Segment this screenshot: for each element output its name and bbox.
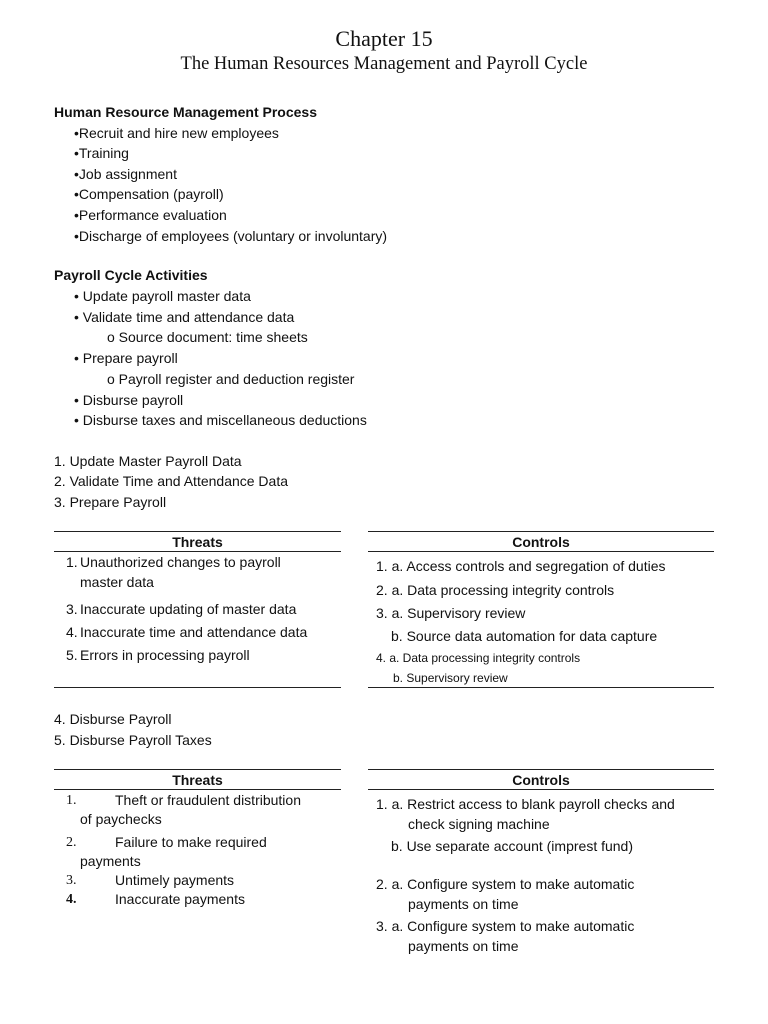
control-item: 4. a. Data processing integrity controls xyxy=(376,651,581,665)
control-item: b. Use separate account (imprest fund) xyxy=(391,838,634,854)
hrm-item: •Recruit and hire new employees xyxy=(74,125,279,141)
threat-text: Inaccurate payments xyxy=(115,891,245,907)
threat-text: Untimely payments xyxy=(115,872,235,888)
threat-number: 4. xyxy=(66,624,78,640)
threat-text: master data xyxy=(80,574,154,590)
control-item: check signing machine xyxy=(408,816,550,832)
step-item: 2. Validate Time and Attendance Data xyxy=(54,473,289,489)
threat-text: Inaccurate time and attendance data xyxy=(80,624,308,640)
threat-number: 3. xyxy=(66,873,77,888)
threat-number: 5. xyxy=(66,647,78,663)
control-item: 3. a. Supervisory review xyxy=(376,605,526,621)
table-rule xyxy=(368,687,714,688)
threat-text: Unauthorized changes to payroll xyxy=(80,554,281,570)
threat-number: 3. xyxy=(66,601,78,617)
hrm-item: •Performance evaluation xyxy=(74,207,227,223)
chapter-number: Chapter 15 xyxy=(335,26,433,51)
payroll-item: • Prepare payroll xyxy=(74,350,178,366)
threat-number: 1. xyxy=(66,793,77,808)
threat-text: Inaccurate updating of master data xyxy=(80,601,297,617)
chapter-title: The Human Resources Management and Payroll Cycle xyxy=(180,54,588,74)
payroll-subitem: o Payroll register and deduction register xyxy=(107,371,355,387)
step-item: 1. Update Master Payroll Data xyxy=(54,453,242,469)
threat-number: 4. xyxy=(66,892,77,907)
table-rule xyxy=(54,789,341,790)
hrm-item: •Training xyxy=(74,145,129,161)
threat-number: 2. xyxy=(66,835,77,850)
payroll-subitem: o Source document: time sheets xyxy=(107,329,308,345)
threat-text: Theft or fraudulent distribution xyxy=(115,792,301,808)
table-rule xyxy=(54,551,341,552)
hrm-heading: Human Resource Management Process xyxy=(54,104,317,120)
control-item: 1. a. Restrict access to blank payroll checks and xyxy=(376,796,675,812)
control-item: 2. a. Configure system to make automatic xyxy=(376,876,635,892)
table-rule xyxy=(54,531,341,532)
control-item: payments on time xyxy=(408,896,519,912)
controls-header: Controls xyxy=(512,534,570,550)
threat-text: of paychecks xyxy=(80,811,162,827)
control-item: b. Supervisory review xyxy=(393,671,508,685)
threats-header: Threats xyxy=(172,534,223,550)
threats-header: Threats xyxy=(172,772,223,788)
payroll-item: • Validate time and attendance data xyxy=(74,309,295,325)
table-rule xyxy=(368,531,714,532)
hrm-item: •Compensation (payroll) xyxy=(74,186,224,202)
payroll-item: • Update payroll master data xyxy=(74,288,251,304)
table-rule xyxy=(54,769,341,770)
threat-text: payments xyxy=(80,853,141,869)
hrm-item: •Job assignment xyxy=(74,166,177,182)
threat-text: Errors in processing payroll xyxy=(80,647,250,663)
step-item: 4. Disburse Payroll xyxy=(54,711,172,727)
control-item: payments on time xyxy=(408,938,519,954)
step-item: 3. Prepare Payroll xyxy=(54,494,167,510)
payroll-heading: Payroll Cycle Activities xyxy=(54,267,208,283)
table-rule xyxy=(54,687,341,688)
table-rule xyxy=(368,789,714,790)
threat-text: Failure to make required xyxy=(115,834,267,850)
control-item: 3. a. Configure system to make automatic xyxy=(376,918,635,934)
controls-header: Controls xyxy=(512,772,570,788)
threat-number: 1. xyxy=(66,554,78,570)
table-rule xyxy=(368,769,714,770)
payroll-item: • Disburse taxes and miscellaneous deductions xyxy=(74,412,367,428)
hrm-item: •Discharge of employees (voluntary or involuntary) xyxy=(74,228,388,244)
table-rule xyxy=(368,551,714,552)
control-item: 2. a. Data processing integrity controls xyxy=(376,582,615,598)
step-item: 5. Disburse Payroll Taxes xyxy=(54,732,212,748)
control-item: 1. a. Access controls and segregation of duties xyxy=(376,558,666,574)
payroll-item: • Disburse payroll xyxy=(74,392,184,408)
control-item: b. Source data automation for data capture xyxy=(391,628,658,644)
